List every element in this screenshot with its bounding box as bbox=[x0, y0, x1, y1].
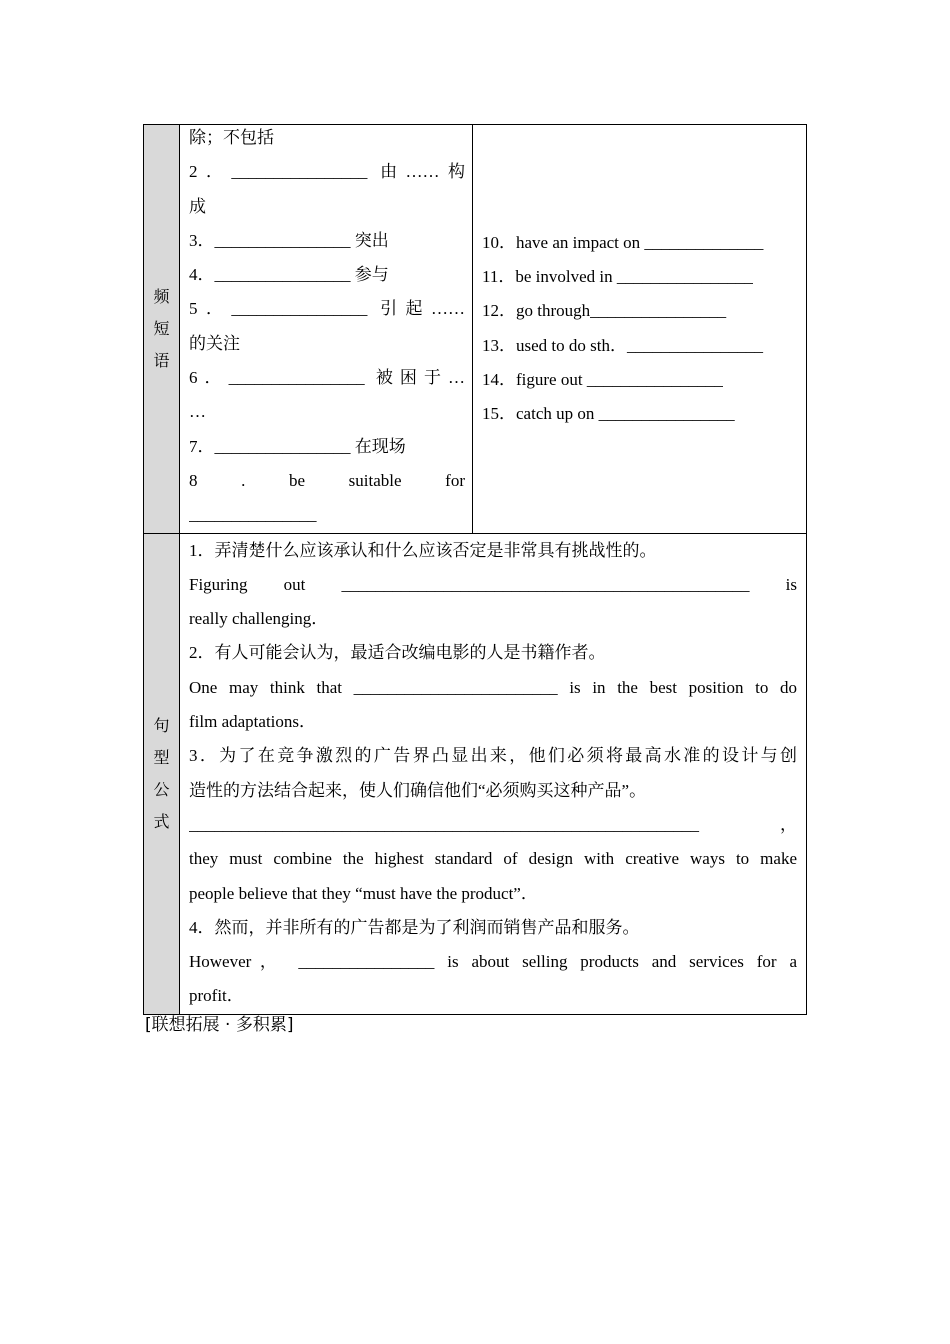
phrases-label-char: 语 bbox=[153, 350, 170, 370]
phrase-line: 5．________________ 引起…… bbox=[189, 299, 465, 319]
phrase-line: 3．________________ 突出 bbox=[189, 230, 389, 250]
sentences-label-char: 式 bbox=[153, 811, 170, 831]
sentence-line: 造性的方法结合起来，使人们确信他们“必须购买这种产品”。 bbox=[189, 780, 647, 800]
sentence-line: Figuring out ________________________________________________ is bbox=[189, 574, 797, 594]
sentence-line: However， ________________ is about selling products and services for a bbox=[189, 952, 797, 972]
phrase-line: 除；不包括 bbox=[189, 128, 274, 147]
sentences-label-char: 句 bbox=[153, 715, 170, 735]
sentence-line: 2．有人可能会认为，最适合改编电影的人是书籍作者。 bbox=[189, 643, 606, 663]
phrase-line: 的关注 bbox=[189, 333, 240, 353]
phrase-line: 11．be involved in ________________ bbox=[482, 267, 753, 287]
phrases-right-cell bbox=[473, 125, 807, 534]
phrases-label-char: 短 bbox=[153, 318, 170, 338]
sentence-line: ____________________________________________________________ ， bbox=[189, 814, 797, 834]
sentences-row bbox=[144, 533, 807, 1014]
sentence-line: 4．然而，并非所有的广告都是为了利润而销售产品和服务。 bbox=[189, 917, 640, 937]
phrase-line: 15．catch up on ________________ bbox=[482, 404, 735, 424]
phrases-label-char: 频 bbox=[153, 286, 170, 306]
sentences-label-char: 型 bbox=[153, 747, 170, 767]
sentences-label bbox=[144, 533, 180, 1014]
phrase-line: 7．________________ 在现场 bbox=[189, 436, 406, 456]
section-caption: [联想拓展 · 多积累] bbox=[145, 1015, 294, 1035]
phrase-line: 成 bbox=[189, 196, 206, 216]
phrase-line: 12．go through________________ bbox=[482, 301, 727, 321]
sentences-label-char: 公 bbox=[153, 779, 170, 799]
phrase-line: 14．figure out ________________ bbox=[482, 370, 723, 390]
worksheet-table bbox=[143, 124, 807, 1015]
sentence-line: film adaptations． bbox=[189, 712, 317, 732]
phrases-label bbox=[144, 125, 180, 534]
sentence-line: profit． bbox=[189, 986, 244, 1006]
phrase-line: 10．have an impact on ______________ bbox=[482, 232, 764, 252]
sentence-line: they must combine the highest standard of design with creative ways to make bbox=[189, 849, 797, 869]
phrase-line: 2．________________ 由……构 bbox=[189, 162, 465, 182]
sentence-line: 1．弄清楚什么应该承认和什么应该否定是非常具有挑战性的。 bbox=[189, 540, 657, 560]
phrase-line: 6．________________ 被困于… bbox=[189, 368, 465, 388]
sentence-line: 3．为了在竞争激烈的广告界凸显出来，他们必须将最高水准的设计与创 bbox=[189, 746, 797, 766]
sentences-cell bbox=[180, 533, 807, 1014]
phrase-line: _______________ bbox=[189, 505, 317, 525]
sentence-line: really challenging． bbox=[189, 609, 329, 629]
phrase-line: 13．used to do sth．________________ bbox=[482, 335, 763, 355]
phrase-line: 4．________________ 参与 bbox=[189, 265, 389, 285]
sentence-line: One may think that ________________________ is in the best position to do bbox=[189, 677, 797, 697]
phrases-left-cell bbox=[180, 125, 473, 534]
phrase-line: … bbox=[189, 402, 206, 422]
sentence-line: people believe that they “must have the product”． bbox=[189, 883, 538, 903]
phrase-line: 8 . be suitable for bbox=[189, 470, 465, 490]
phrases-row bbox=[144, 125, 807, 534]
